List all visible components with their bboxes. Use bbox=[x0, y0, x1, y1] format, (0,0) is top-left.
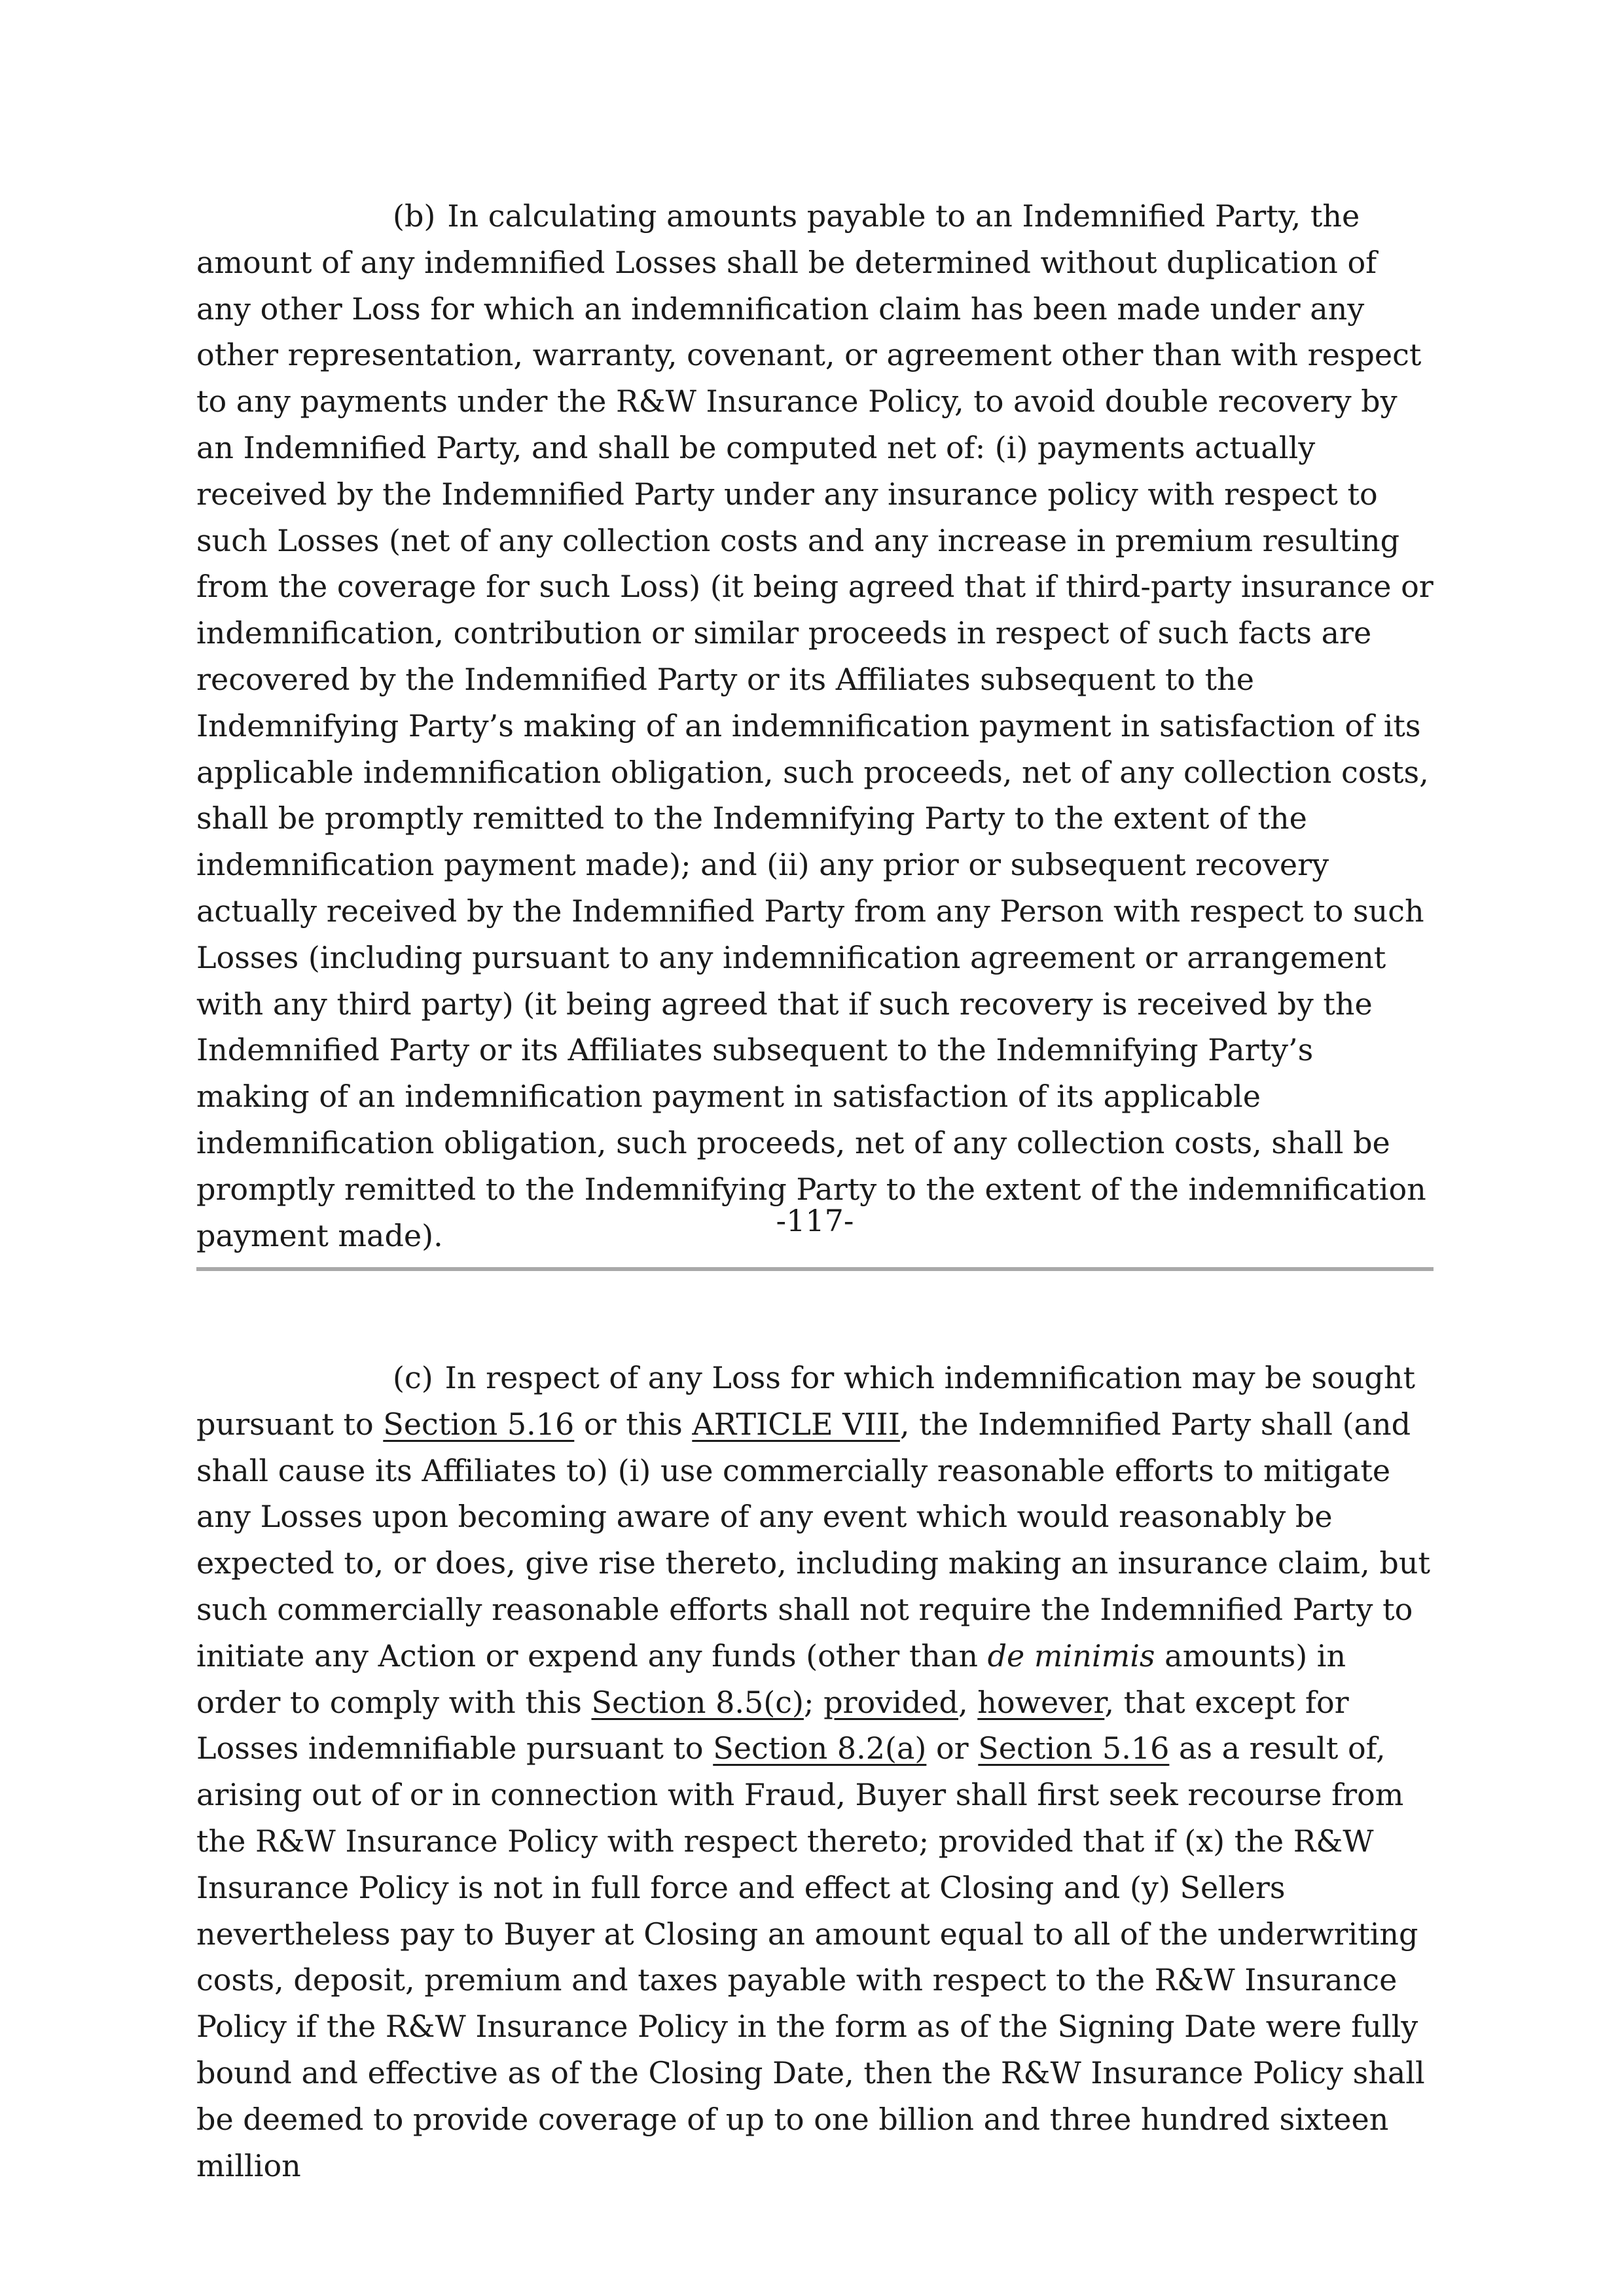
paragraph-c-text: , the Indemnified Party shall (and shall cause its Affiliates to) (i) use commercially reasonable efforts to mitigate any Losses upon becoming aware of any event which would reasonably be expected to, or does, give rise thereto, including making an insurance claim, but such commercially reasonable efforts shall not require the Indemnified Party to initiate any Action or expend any funds (other than bbox=[196, 1406, 1430, 1674]
section-reference-link[interactable]: Section 5.16 bbox=[978, 1731, 1170, 1767]
paragraph-c-text: or bbox=[926, 1731, 979, 1767]
paragraph-b-label: (b) bbox=[393, 198, 436, 234]
latin-term: de minimis bbox=[987, 1638, 1155, 1674]
paragraph-c bbox=[196, 1355, 1434, 2189]
paragraph-c-text: or this bbox=[574, 1406, 693, 1442]
paragraph-c-label: (c) bbox=[393, 1360, 433, 1395]
paragraph-b-text: In calculating amounts payable to an Indemnified Party, the amount of any indemnified Losses shall be determined without duplication of any other Loss for which an indemnification claim has been made under any other representation, warranty, covenant, or agreement other than with respect to any payments under the R&W Insurance Policy, to avoid double recovery by an Indemnified Party, and shall be computed net of: (i) payments actually received by the Indemnified Party under any insurance policy with respect to such Losses (net of any collection costs and any increase in premium resulting from the coverage for such Loss) (it being agreed that if third-party insurance or indemnification, contribution or similar proceeds in respect of such facts are recovered by the Indemnified Party or its Affiliates subsequent to the Indemnifying Party’s making of an indemnification payment in satisfaction of its applicable indemnification obligation, such proceeds, net of any collection costs, shall be promptly remitted to the Indemnifying Party to the extent of the indemnification payment made); and (ii) any prior or subsequent recovery actually received by the Indemnified Party from any Person with respect to such Losses (including pursuant to any indemnification agreement or arrangement with any third party) (it being agreed that if such recovery is received by the Indemnified Party or its Affiliates subsequent to the Indemnifying Party’s making of an indemnification payment in satisfaction of its applicable indemnification obligation, such proceeds, net of any collection costs, shall be promptly remitted to the Indemnifying Party to the extent of the indemnification payment made). bbox=[196, 198, 1434, 1253]
paragraph-c-text: In respect of any Loss for which indemnification may be sought pursuant to bbox=[196, 1360, 1415, 1442]
paragraph-c-text: ; bbox=[803, 1684, 824, 1720]
paragraph-b bbox=[196, 193, 1434, 1259]
section-reference-link[interactable]: Section 5.16 bbox=[383, 1406, 575, 1442]
underlined-term: however bbox=[977, 1684, 1105, 1720]
section-reference-link[interactable]: Section 8.2(a) bbox=[713, 1731, 927, 1767]
article-reference-link[interactable]: ARTICLE VIII bbox=[692, 1406, 900, 1442]
underlined-term: provided bbox=[823, 1684, 959, 1720]
page-number: -117- bbox=[776, 1203, 854, 1238]
section-reference-link[interactable]: Section 8.5(c) bbox=[591, 1684, 804, 1720]
paragraph-c-text: , that except for Losses indemnifiable pursuant to bbox=[196, 1684, 1349, 1767]
page-divider bbox=[196, 1267, 1434, 1271]
paragraph-c-text: as a result of, arising out of or in connection with Fraud, Buyer shall first seek recourse from the R&W Insurance Policy with respect thereto; provided that if (x) the R&W Insurance Policy is not in full force and effect at Closing and (y) Sellers nevertheless pay to Buyer at Closing an amount equal to all of the underwriting costs, deposit, premium and taxes payable with respect to the R&W Insurance Policy if the R&W Insurance Policy in the form as of the Signing Date were fully bound and effective as of the Closing Date, then the R&W Insurance Policy shall be deemed to provide coverage of up to one billion and three hundred sixteen million bbox=[196, 1731, 1425, 2183]
paragraph-c-text: amounts) in order to comply with this bbox=[196, 1638, 1346, 1720]
paragraph-c-text: , bbox=[958, 1684, 978, 1720]
